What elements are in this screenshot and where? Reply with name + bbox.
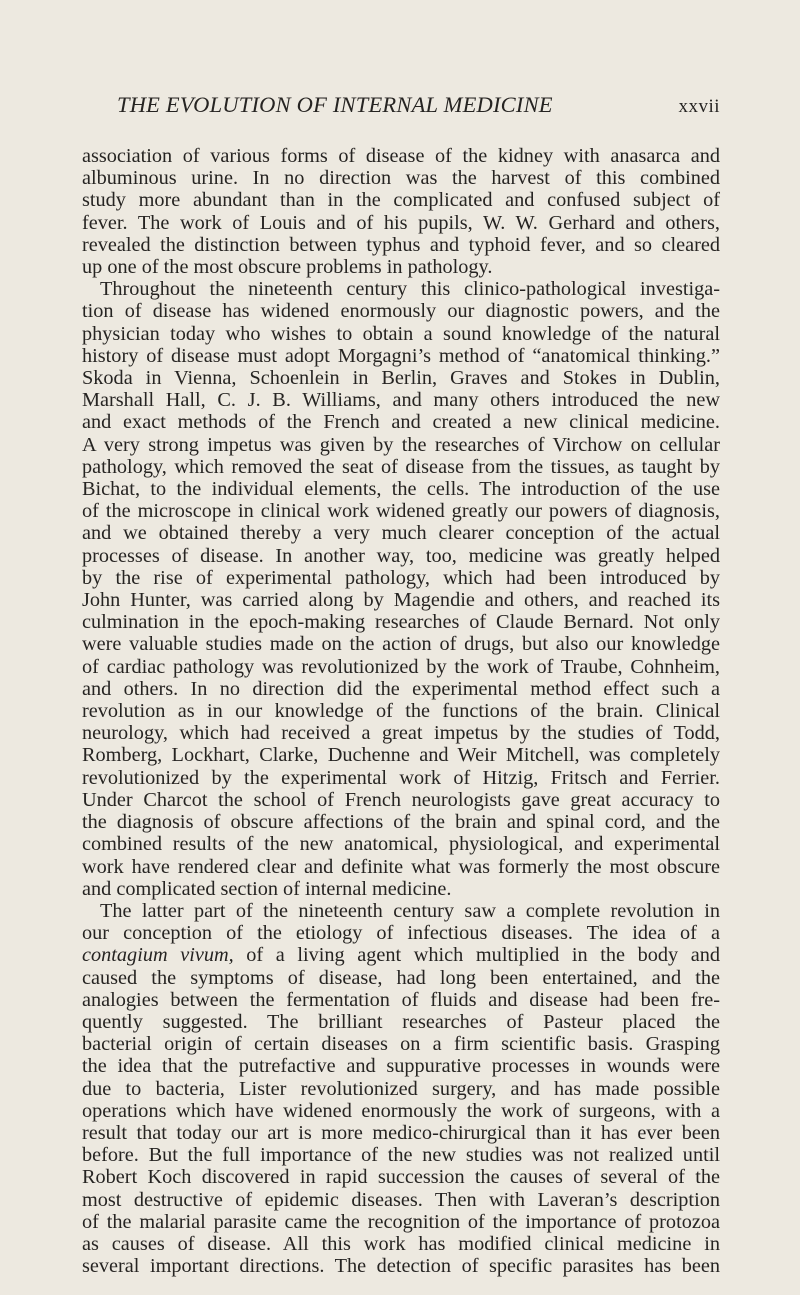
text-line: association of various forms of disease of the kidney with anasarca and: [82, 145, 720, 167]
text-line: result that today our art is more medico-chirurgical than it has ever been: [82, 1121, 720, 1144]
text-line: most destructive of epidemic diseases. Then with Laveran’s description: [82, 1188, 720, 1211]
text-line: Skoda in Vienna, Schoenlein in Berlin, Graves and Stokes in Dublin,: [82, 367, 720, 390]
text-line: Robert Koch discovered in rapid succession the causes of several of the: [82, 1166, 720, 1189]
text-line: and we obtained thereby a very much clearer conception of the actual: [82, 522, 720, 545]
text-line: pathology, which removed the seat of disease from the tissues, as taught by: [82, 455, 720, 478]
text-line: neurology, which had received a great impetus by the studies of Todd,: [82, 722, 720, 745]
italic-term: contagium vivum,: [82, 944, 234, 967]
text-line: operations which have widened enormously the work of surgeons, with a: [82, 1099, 720, 1122]
running-title: THE EVOLUTION OF INTERNAL MEDICINE: [117, 92, 553, 117]
text-line: before. But the full importance of the new studies was not realized until: [82, 1144, 720, 1167]
text-line: tion of disease has widened enormously our diagnostic powers, and the: [82, 300, 720, 323]
text-line: due to bacteria, Lister revolutionized surgery, and has made possible: [82, 1077, 720, 1100]
body-text: [82, 145, 720, 1277]
text-line: albuminous urine. In no direction was the harvest of this combined: [82, 167, 720, 190]
text-line: by the rise of experimental pathology, which had been introduced by: [82, 566, 720, 589]
page-number: xxvii: [678, 96, 720, 117]
text-line: the diagnosis of obscure affections of the brain and spinal cord, and the: [82, 811, 720, 834]
text-line: combined results of the new anatomical, physiological, and experimental: [82, 833, 720, 856]
text-line: A very strong impetus was given by the researches of Virchow on cellular: [82, 433, 720, 456]
text-line: Throughout the nineteenth century this clinico-pathological investiga-: [100, 278, 720, 301]
text-line: physician today who wishes to obtain a sound knowledge of the natural: [82, 322, 720, 345]
paragraph-3: [82, 900, 720, 1277]
text-line: our conception of the etiology of infectious diseases. The idea of a: [82, 922, 720, 945]
text-line: as causes of disease. All this work has modified clinical medicine in: [82, 1232, 720, 1255]
text-line: culmination in the epoch-making researches of Claude Bernard. Not only: [82, 611, 720, 634]
text-line: revealed the distinction between typhus and typhoid fever, and so cleared: [82, 233, 720, 256]
text-line: several important directions. The detection of specific parasites has been: [82, 1255, 720, 1278]
text-line: work have rendered clear and definite what was formerly the most obscure: [82, 855, 720, 878]
text-line: Romberg, Lockhart, Clarke, Duchenne and Weir Mitchell, was completely: [82, 744, 720, 767]
text-line: contagium vivum, of a living agent which multiplied in the body and: [82, 944, 720, 967]
text-line: caused the symptoms of disease, had long been entertained, and the: [82, 966, 720, 989]
text-line: Bichat, to the individual elements, the cells. The introduction of the use: [82, 478, 720, 501]
paragraph-1: [82, 145, 720, 278]
text-line: up one of the most obscure problems in pathology.: [82, 256, 493, 279]
text-line: history of disease must adopt Morgagni’s method of “anatomical thinking.”: [82, 344, 720, 367]
text-line: processes of disease. In another way, too, medicine was greatly helped: [82, 544, 720, 567]
text-line: Marshall Hall, C. J. B. Williams, and many others introduced the new: [82, 389, 720, 412]
text-line: revolutionized by the experimental work of Hitzig, Fritsch and Ferrier.: [82, 766, 720, 789]
text-line: John Hunter, was carried along by Magendie and others, and reached its: [82, 589, 720, 612]
text-line: and exact methods of the French and created a new clinical medicine.: [82, 411, 720, 434]
text-line: quently suggested. The brilliant researches of Pasteur placed the: [82, 1010, 720, 1033]
text-line: The latter part of the nineteenth century saw a complete revolution in: [100, 899, 720, 922]
text-line: bacterial origin of certain diseases on a firm scientific basis. Grasping: [82, 1033, 720, 1056]
text-line: study more abundant than in the complicated and confused subject of: [82, 189, 720, 212]
running-header: [95, 92, 720, 124]
text-line: of the malarial parasite came the recognition of the importance of protozoa: [82, 1210, 720, 1233]
text-line: and complicated section of internal medicine.: [82, 877, 452, 900]
text-line: fever. The work of Louis and of his pupils, W. W. Gerhard and others,: [82, 211, 720, 234]
text-line: and others. In no direction did the experimental method effect such a: [82, 677, 720, 700]
text-line: analogies between the fermentation of fluids and disease had been fre-: [82, 988, 720, 1011]
text-line: of the microscope in clinical work widened greatly our powers of diagnosis,: [82, 500, 720, 523]
text-line: Under Charcot the school of French neurologists gave great accuracy to: [82, 788, 720, 811]
paragraph-2: [82, 278, 720, 900]
text-line: revolution as in our knowledge of the functions of the brain. Clinical: [82, 700, 720, 723]
text-line: of cardiac pathology was revolutionized by the work of Traube, Cohnheim,: [82, 655, 720, 678]
text-line: the idea that the putrefactive and suppurative processes in wounds were: [82, 1055, 720, 1078]
text-line: were valuable studies made on the action of drugs, but also our knowledge: [82, 633, 720, 656]
